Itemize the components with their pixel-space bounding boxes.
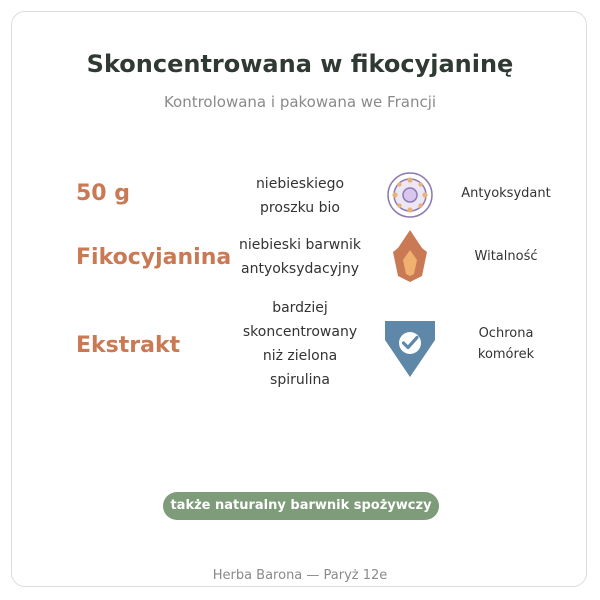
footer-location: Herba Barona — Paryż 12e bbox=[212, 568, 388, 583]
row-label-amount: 50 g bbox=[76, 181, 131, 206]
flame-icon bbox=[392, 228, 428, 284]
description-line: niebieski barwnik bbox=[238, 237, 362, 253]
shield-check-icon bbox=[384, 320, 436, 378]
benefit-line: Ochrona bbox=[478, 326, 534, 341]
row-label-phycocyanin: Fikocyjanina bbox=[76, 245, 232, 270]
description-line: spirulina bbox=[270, 372, 330, 388]
description-line: niż zielona bbox=[262, 348, 338, 364]
row-description bbox=[220, 296, 380, 392]
page-title: Skoncentrowana w fikocyjaninę bbox=[86, 50, 514, 78]
description-line: bardziej bbox=[272, 300, 328, 316]
row-description bbox=[220, 233, 380, 281]
row-description bbox=[220, 172, 380, 220]
row-label-extract: Ekstrakt bbox=[76, 333, 181, 358]
antioxidant-flower-icon bbox=[386, 171, 434, 219]
description-line: proszku bio bbox=[260, 200, 340, 216]
benefit-antioxidant bbox=[446, 183, 566, 204]
benefit-cell-protection bbox=[446, 323, 566, 365]
benefit-line: Witalność bbox=[474, 249, 538, 264]
page-subtitle: Kontrolowana i pakowana we Francji bbox=[163, 93, 437, 111]
benefit-line: komórek bbox=[477, 347, 535, 362]
description-line: niebieskiego bbox=[255, 176, 345, 192]
benefit-vitality bbox=[446, 246, 566, 267]
description-line: antyoksydacyjny bbox=[241, 261, 359, 277]
food-colorant-badge: także naturalny barwnik spożywczy bbox=[163, 492, 439, 520]
benefit-line: Antyoksydant bbox=[461, 186, 551, 201]
description-line: skoncentrowany bbox=[242, 324, 358, 340]
